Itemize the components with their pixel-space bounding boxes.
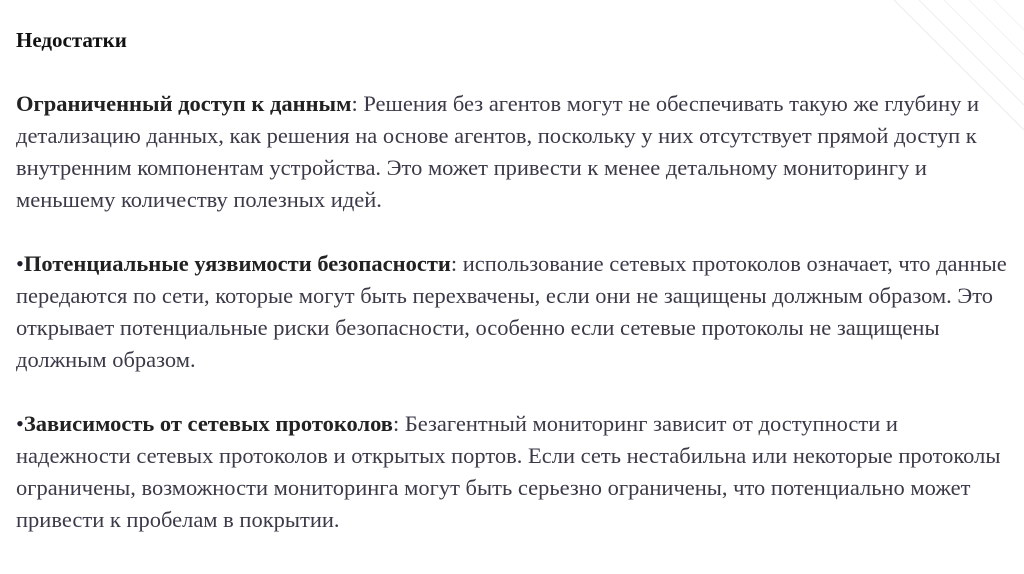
item-term: Ограниченный доступ к данным	[16, 91, 352, 116]
item-separator: :	[351, 91, 358, 116]
item-bullet: •	[16, 411, 24, 436]
item-protocol-dependency	[16, 408, 1014, 536]
item-term: Зависимость от сетевых протоколов	[23, 411, 393, 436]
item-separator: :	[450, 251, 458, 276]
item-text: использование сетевых протоколов означает, что данные передаются по сети, которые могут быть перехвачены, если они не защищены должным образом. Это открывает потенциальные риски безопасности, особенно если сетевые протоколы не защищены должным образом.	[16, 251, 1007, 372]
item-text: Решения без агентов могут не обеспечивать такую же глубину и детализацию данных, как решения на основе агентов, поскольку у них отсутствует прямой доступ к внутренним компонентам устройства. Это может привести к менее детальному мониторингу и меньшему количеству полезных идей.	[16, 91, 980, 212]
slide-content	[16, 24, 1014, 568]
slide-heading: Недостатки	[16, 28, 127, 52]
item-term: Потенциальные уязвимости безопасности	[23, 251, 451, 276]
item-separator: :	[392, 411, 400, 436]
item-text: Безагентный мониторинг зависит от доступности и надежности сетевых протоколов и открытых портов. Если сеть нестабильна или некоторые протоколы ограничены, возможности мониторинга могут быть серьезно ограничены, что потенциально может привести к пробелам в покрытии.	[16, 411, 1001, 532]
item-data-access	[16, 88, 1014, 216]
item-bullet: •	[16, 251, 24, 276]
item-security-vulnerabilities	[16, 248, 1014, 376]
